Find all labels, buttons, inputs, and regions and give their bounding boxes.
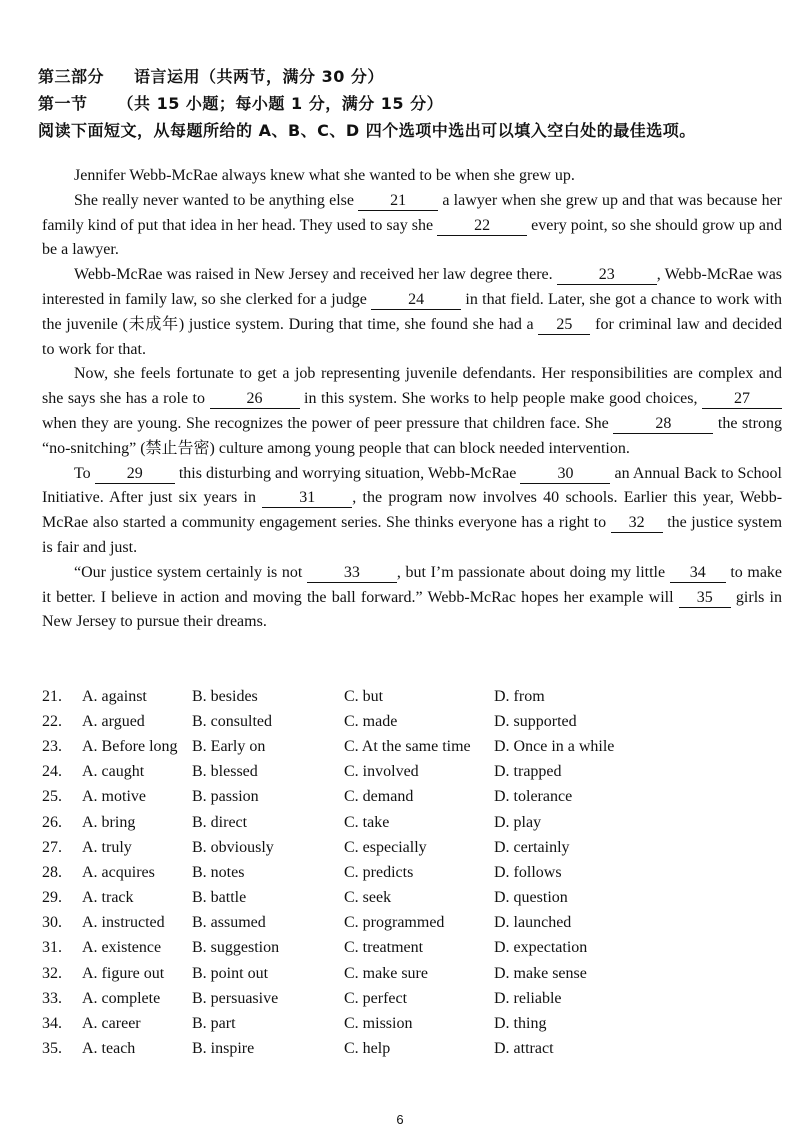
option-a: A. track xyxy=(82,889,134,907)
option-c: C. demand xyxy=(344,788,414,806)
passage xyxy=(42,164,782,635)
option-c: C. predicts xyxy=(344,863,414,881)
paragraph-2: She really never wanted to be anything else 21 a lawyer when she grew up and that was because her family kind of put that idea in her head. They used to say she 22 every point, so she should grow up and be a lawyer. xyxy=(42,191,783,259)
option-row xyxy=(42,734,634,759)
option-row xyxy=(42,810,634,835)
question-number: 27. xyxy=(42,838,62,856)
question-number: 26. xyxy=(42,813,62,831)
option-d: D. tolerance xyxy=(494,788,573,806)
paragraph-5: To 29 this disturbing and worrying situation, Webb-McRae 30 an Annual Back to School Initiative. After just six years in 31 , the program now involves 40 schools. Earlier this year, Webb-McRae also started a community engagement series. She thinks everyone has a right to 32 the justice system is fair and just. xyxy=(42,464,783,556)
paragraph-6: “Our justice system certainly is not 33 , but I’m passionate about doing my little 34 to make it better. I believe in action and moving the ball forward.” Webb-McRac hopes her example will 35 girls in New Jersey to pursue their dreams. xyxy=(42,563,783,631)
part-title: 语言运用（共两节，满分 30 分） xyxy=(134,67,384,86)
paragraph-1: Jennifer Webb-McRae always knew what she wanted to be when she grew up. xyxy=(74,167,575,184)
option-c: C. help xyxy=(344,1040,391,1058)
blank-27: 27 xyxy=(702,390,782,409)
blank-23: 23 xyxy=(557,266,657,285)
question-number: 24. xyxy=(42,763,62,781)
blank-28: 28 xyxy=(613,415,713,434)
option-b: B. obviously xyxy=(192,838,274,856)
option-b: B. assumed xyxy=(192,914,266,932)
option-row xyxy=(42,961,634,986)
option-a: A. teach xyxy=(82,1040,136,1058)
blank-32: 32 xyxy=(611,514,663,533)
question-number: 21. xyxy=(42,687,62,705)
option-c: C. treatment xyxy=(344,939,424,957)
option-row xyxy=(42,785,634,810)
blank-22: 22 xyxy=(437,217,527,236)
blank-21: 21 xyxy=(358,192,438,211)
option-row xyxy=(42,886,634,911)
option-d: D. attract xyxy=(494,1040,554,1058)
option-row xyxy=(42,1011,634,1036)
option-b: B. passion xyxy=(192,788,259,806)
option-a: A. figure out xyxy=(82,964,165,982)
option-b: B. blessed xyxy=(192,763,258,781)
blank-33: 33 xyxy=(307,564,397,583)
option-row xyxy=(42,860,634,885)
option-b: B. inspire xyxy=(192,1040,255,1058)
option-d: D. expectation xyxy=(494,939,588,957)
blank-29: 29 xyxy=(95,465,175,484)
blank-34: 34 xyxy=(670,564,726,583)
blank-30: 30 xyxy=(520,465,610,484)
option-a: A. argued xyxy=(82,712,145,730)
option-b: B. battle xyxy=(192,889,247,907)
section-heading xyxy=(38,91,443,114)
part-label: 第三部分 xyxy=(38,67,105,86)
option-c: C. mission xyxy=(344,1015,413,1033)
option-row xyxy=(42,1037,634,1062)
paragraph-4: Now, she feels fortunate to get a job representing juvenile defendants. Her responsibilities are complex and she says she has a role to 26 in this system. She works to help people make good choices, 27 when they are young. She recognizes the power of peer pressure that children face. She 28 the strong “no-snitching” (禁止告密) culture among young people that can block needed intervention. xyxy=(42,365,782,457)
option-a: A. truly xyxy=(82,838,132,856)
options-list xyxy=(42,684,634,1062)
option-a: A. motive xyxy=(82,788,146,806)
option-b: B. persuasive xyxy=(192,989,279,1007)
option-c: C. but xyxy=(344,687,384,705)
question-number: 22. xyxy=(42,712,62,730)
option-c: C. seek xyxy=(344,889,392,907)
option-d: D. make sense xyxy=(494,964,587,982)
blank-31: 31 xyxy=(262,489,352,508)
blank-24: 24 xyxy=(371,291,461,310)
option-a: A. instructed xyxy=(82,914,165,932)
section-label: 第一节 xyxy=(38,94,88,113)
question-number: 29. xyxy=(42,889,62,907)
question-number: 23. xyxy=(42,737,62,755)
question-number: 33. xyxy=(42,989,62,1007)
option-b: B. part xyxy=(192,1015,236,1033)
option-a: A. acquires xyxy=(82,863,155,881)
option-c: C. At the same time xyxy=(344,737,471,755)
blank-35: 35 xyxy=(679,589,731,608)
option-d: D. reliable xyxy=(494,989,562,1007)
option-d: D. from xyxy=(494,687,545,705)
page-number: 6 xyxy=(396,1112,404,1127)
option-c: C. make sure xyxy=(344,964,428,982)
instruction: 阅读下面短文，从每题所给的 A、B、C、D 四个选项中选出可以填入空白处的最佳选项。 xyxy=(38,121,696,140)
option-c: C. made xyxy=(344,712,398,730)
blank-25: 25 xyxy=(538,316,590,335)
question-number: 28. xyxy=(42,863,62,881)
option-b: B. suggestion xyxy=(192,939,280,957)
option-a: A. Before long xyxy=(82,737,178,755)
option-b: B. consulted xyxy=(192,712,272,730)
option-a: A. against xyxy=(82,687,147,705)
option-row xyxy=(42,709,634,734)
blank-26: 26 xyxy=(210,390,300,409)
option-d: D. certainly xyxy=(494,838,570,856)
question-number: 34. xyxy=(42,1015,62,1033)
option-b: B. besides xyxy=(192,687,258,705)
option-b: B. direct xyxy=(192,813,248,831)
option-row xyxy=(42,986,634,1011)
question-number: 32. xyxy=(42,964,62,982)
option-row xyxy=(42,911,634,936)
question-number: 35. xyxy=(42,1040,62,1058)
option-d: D. play xyxy=(494,813,542,831)
option-b: B. notes xyxy=(192,863,245,881)
option-c: C. programmed xyxy=(344,914,445,932)
option-c: C. especially xyxy=(344,838,427,856)
option-row xyxy=(42,835,634,860)
option-d: D. Once in a while xyxy=(494,737,615,755)
option-row xyxy=(42,760,634,785)
option-d: D. launched xyxy=(494,914,572,932)
option-a: A. bring xyxy=(82,813,136,831)
option-row xyxy=(42,684,634,709)
option-a: A. complete xyxy=(82,989,161,1007)
option-c: C. involved xyxy=(344,763,419,781)
option-a: A. existence xyxy=(82,939,162,957)
option-d: D. thing xyxy=(494,1015,547,1033)
option-row xyxy=(42,936,634,961)
part-heading xyxy=(38,64,384,87)
option-d: D. question xyxy=(494,889,568,907)
option-d: D. supported xyxy=(494,712,577,730)
option-b: B. point out xyxy=(192,964,269,982)
question-number: 31. xyxy=(42,939,62,957)
option-b: B. Early on xyxy=(192,737,266,755)
option-a: A. career xyxy=(82,1015,141,1033)
paragraph-3: Webb-McRae was raised in New Jersey and received her law degree there. 23 , Webb-McRae was interested in family law, so she clerked for a judge 24 in that field. Later, she got a chance to work with the juvenile (未成年) justice system. During that time, she found she had a 25 for criminal law and decided to work for that. xyxy=(42,266,783,358)
option-a: A. caught xyxy=(82,763,145,781)
option-d: D. trapped xyxy=(494,763,562,781)
option-d: D. follows xyxy=(494,863,562,881)
section-info: （共 15 小题；每小题 1 分，满分 15 分） xyxy=(117,94,444,113)
option-c: C. perfect xyxy=(344,989,408,1007)
question-number: 25. xyxy=(42,788,62,806)
question-number: 30. xyxy=(42,914,62,932)
option-c: C. take xyxy=(344,813,390,831)
